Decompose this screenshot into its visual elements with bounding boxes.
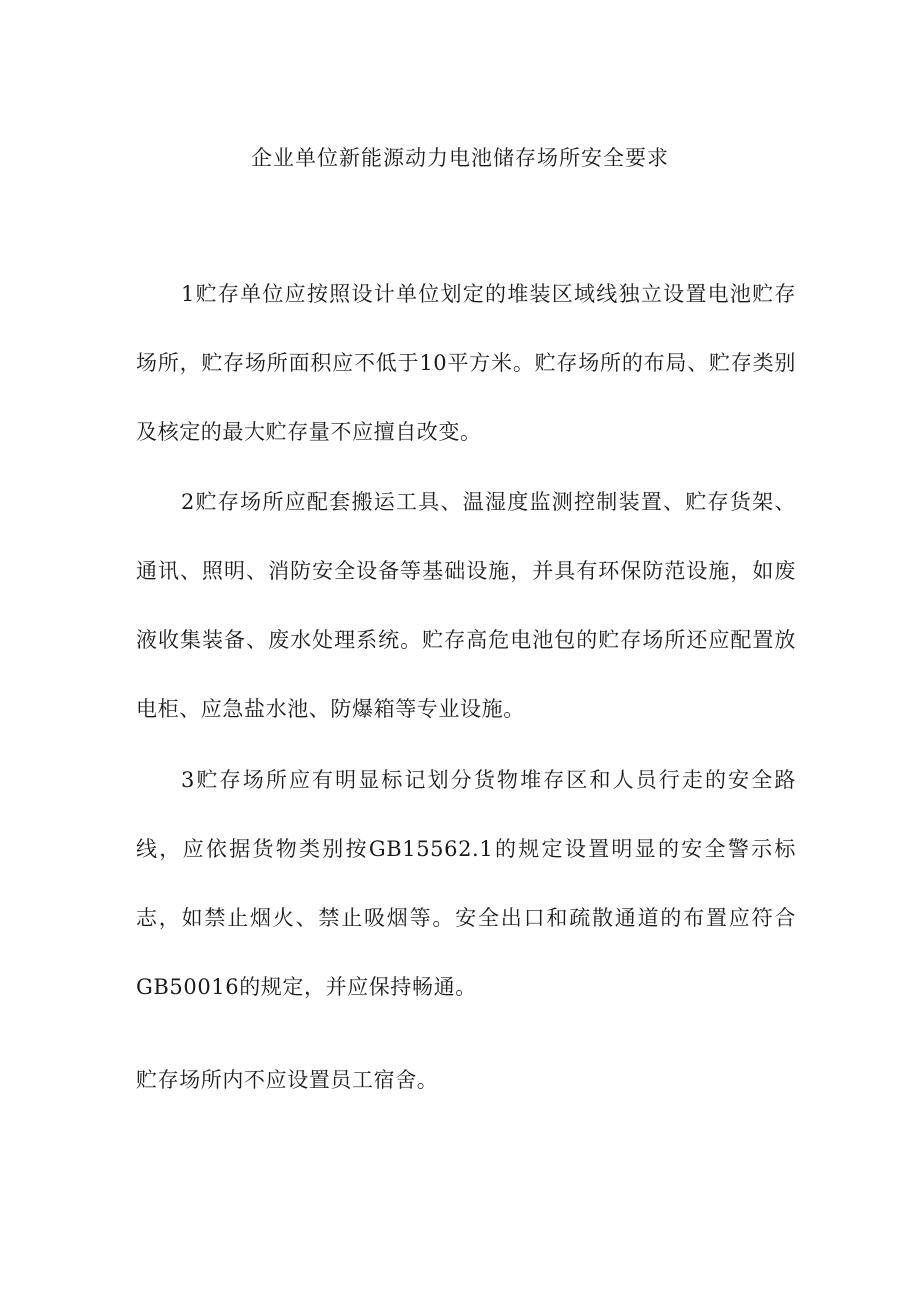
paragraph-2: 2贮存场所应配套搬运工具、温湿度监测控制装置、贮存货架、通讯、照明、消防安全设备等基础设施，并具有环保防范设施，如废液收集装备、废水处理系统。贮存高危电池包的贮存场所还应配置放电柜、应急盐水池、防爆箱等专业设施。 xyxy=(136,490,796,721)
paragraph-3: 3贮存场所应有明显标记划分货物堆存区和人员行走的安全路线，应依据货物类别按GB15562.1的规定设置明显的安全警示标志，如禁止烟火、禁止吸烟等。安全出口和疏散通道的布置应符合GB50016的规定，并应保持畅通。 xyxy=(136,768,796,999)
paragraph-4: 贮存场所内不应设置员工宿舍。 xyxy=(136,1068,439,1092)
document-title: 企业单位新能源动力电池储存场所安全要求 xyxy=(251,146,669,170)
paragraph-1: 1贮存单位应按照设计单位划定的堆装区域线独立设置电池贮存场所，贮存场所面积应不低于10平方米。贮存场所的布局、贮存类别及核定的最大贮存量不应擅自改变。 xyxy=(136,282,796,444)
